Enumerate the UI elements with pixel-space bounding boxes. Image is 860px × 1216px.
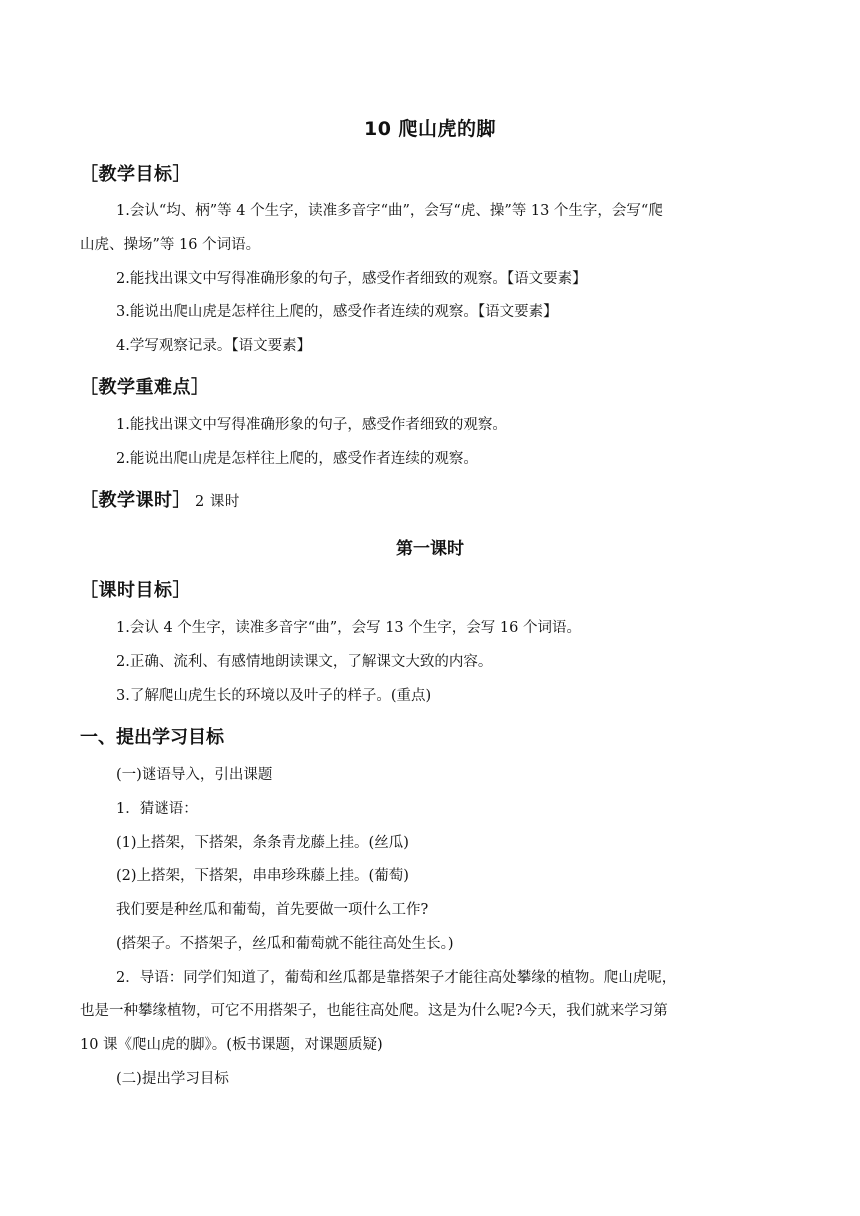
part1-line: 我们要是种丝瓜和葡萄，首先要做一项什么工作? xyxy=(116,902,429,918)
part1-line: 2．导语：同学们知道了，葡萄和丝瓜都是靠搭架子才能往高处攀缘的植物。爬山虎呢， xyxy=(116,970,677,986)
part1-heading: 一、提出学习目标 xyxy=(80,727,224,748)
lesson1-goal-line: 3.了解爬山虎生长的环境以及叶子的样子。(重点) xyxy=(116,688,432,704)
part1-line: 1．猜谜语： xyxy=(116,801,198,817)
part1-line: (1)上搭架，下搭架，条条青龙藤上挂。(丝瓜) xyxy=(116,835,409,851)
key-point-line: 2.能说出爬山虎是怎样往上爬的，感受作者连续的观察。 xyxy=(116,451,478,467)
part1-line: 也是一种攀缘植物，可它不用搭架子，也能往高处爬。这是为什么呢?今天，我们就来学习第 xyxy=(80,1003,668,1019)
key-points-heading: ［教学重难点］ xyxy=(80,377,210,398)
part1-line: (搭架子。不搭架子，丝瓜和葡萄就不能往高处生长。) xyxy=(116,936,454,952)
objective-line: 1.会认“均、柄”等 4 个生字，读准多音字“曲”，会写“虎、操”等 13 个生字，会写“爬 xyxy=(116,203,663,219)
objective-line: 3.能说出爬山虎是怎样往上爬的，感受作者连续的观察。【语文要素】 xyxy=(116,304,558,320)
part1-line: 10 课《爬山虎的脚》。(板书课题，对课题质疑) xyxy=(80,1037,383,1053)
objective-line: 4.学写观察记录。【语文要素】 xyxy=(116,338,312,354)
lesson1-goal-line: 1.会认 4 个生字，读准多音字“曲”，会写 13 个生字，会写 16 个词语。 xyxy=(116,620,581,636)
periods-label: ［教学课时］ xyxy=(80,490,191,511)
lesson-title: 10 爬山虎的脚 xyxy=(363,118,497,140)
part1-line: (二)提出学习目标 xyxy=(116,1071,229,1087)
part1-line: (2)上搭架，下搭架，串串珍珠藤上挂。(葡萄) xyxy=(116,868,409,884)
lesson1-goals-heading: ［课时目标］ xyxy=(80,580,191,601)
objectives-heading: ［教学目标］ xyxy=(80,164,191,185)
objective-line: 2.能找出课文中写得准确形象的句子，感受作者细致的观察。【语文要素】 xyxy=(116,271,587,287)
periods-value: 2 课时 xyxy=(195,494,240,510)
periods-heading xyxy=(80,486,240,512)
lesson1-goal-line: 2.正确、流利、有感情地朗读课文，了解课文大致的内容。 xyxy=(116,654,493,670)
key-point-line: 1.能找出课文中写得准确形象的句子，感受作者细致的观察。 xyxy=(116,417,507,433)
part1-line: (一)谜语导入，引出课题 xyxy=(116,767,273,783)
lesson1-title: 第一课时 xyxy=(396,539,464,559)
objective-line: 山虎、操场”等 16 个词语。 xyxy=(80,237,261,253)
